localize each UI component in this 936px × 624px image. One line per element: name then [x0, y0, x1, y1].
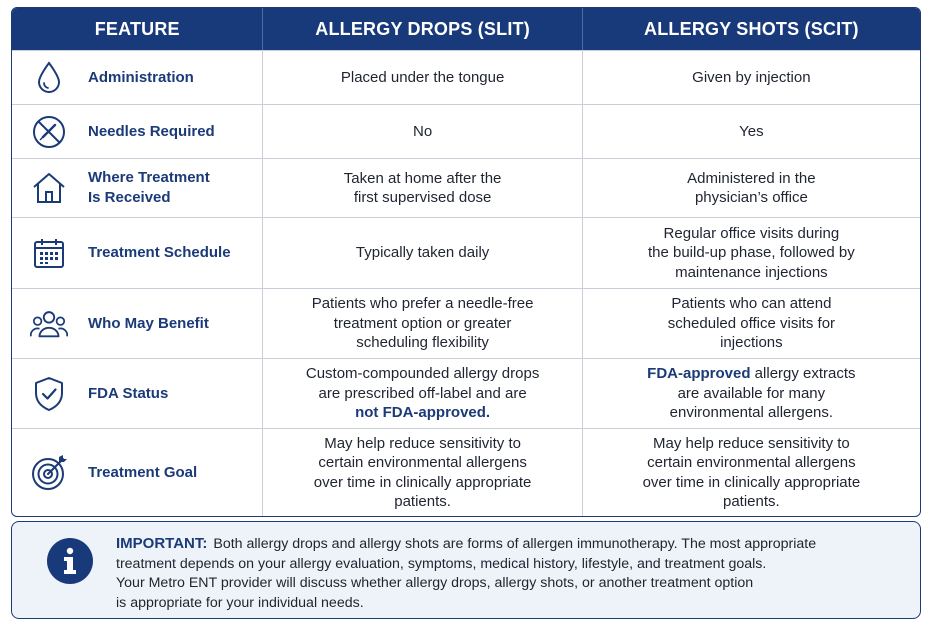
not-fda-approved-text: not FDA-approved.	[355, 404, 491, 422]
info-icon	[47, 538, 93, 584]
calendar-icon	[30, 234, 68, 272]
water-drop-icon	[30, 59, 68, 97]
feature-label: Treatment Goal	[88, 463, 198, 481]
drops-cell: No	[263, 105, 582, 158]
feature-label: Needles Required	[88, 122, 215, 140]
shield-check-icon	[30, 375, 68, 413]
row-administration	[12, 50, 920, 104]
no-needle-icon	[30, 113, 68, 151]
feature-label: Who May Benefit	[88, 314, 209, 332]
row-treatment-goal	[12, 428, 920, 516]
feature-label: Administration	[88, 68, 194, 86]
shots-cell: May help reduce sensitivity to certain environmental allergens over time in clinically appropriate patients.	[642, 434, 861, 510]
row-who-may-benefit	[12, 288, 920, 358]
header-feature: FEATURE	[12, 8, 263, 50]
people-icon	[30, 305, 68, 343]
header-allergy-shots: ALLERGY SHOTS (SCIT)	[644, 18, 859, 39]
house-icon	[30, 169, 68, 207]
feature-label: FDA Status	[88, 384, 169, 402]
row-where-treatment	[12, 158, 920, 217]
important-note	[11, 521, 921, 619]
drops-cell: Custom-compounded allergy drops are prescribed off-label and are not FDA-approved.	[263, 359, 582, 428]
row-needles-required	[12, 104, 920, 158]
row-treatment-schedule	[12, 217, 920, 288]
fda-approved-text: FDA-approved	[647, 365, 751, 383]
row-fda-status	[12, 358, 920, 428]
drops-cell: May help reduce sensitivity to certain environmental allergens over time in clinically appropriate patients.	[263, 429, 582, 516]
feature-label: Where Treatment Is Received	[88, 169, 210, 206]
important-label: IMPORTANT:	[116, 535, 208, 552]
shots-cell: FDA-approved allergy extracts are available for many environmental allergens.	[647, 365, 856, 422]
shots-cell: Administered in the physician’s office	[687, 169, 816, 206]
feature-label: Treatment Schedule	[88, 244, 231, 261]
drops-cell: Patients who prefer a needle-free treatment option or greater scheduling flexibility	[263, 289, 582, 358]
shots-cell: Patients who can attend scheduled office visits for injections	[667, 295, 836, 352]
header-allergy-drops: ALLERGY DROPS (SLIT)	[263, 8, 582, 50]
drops-cell: Typically taken daily	[263, 218, 582, 288]
drops-cell: Placed under the tongue	[263, 51, 582, 104]
shots-cell: Yes	[739, 122, 764, 140]
target-icon	[30, 454, 68, 492]
table-header	[12, 8, 920, 50]
drops-cell: Taken at home after the first supervised dose	[263, 159, 582, 217]
important-note-text: IMPORTANT: Both allergy drops and allergy shots are forms of allergen immunotherapy. The most appropriate treatment depends on your allergy evaluation, symptoms, medical history, lifestyle, and treatment goals. Your Metro ENT provider will discuss whether allergy drops, allergy shots, or another treatment option is appropriate for your individual needs.	[116, 535, 817, 611]
shots-cell: Regular office visits during the build-up phase, followed by maintenance injections	[647, 224, 855, 281]
comparison-table	[11, 7, 921, 517]
shots-cell: Given by injection	[692, 68, 811, 86]
